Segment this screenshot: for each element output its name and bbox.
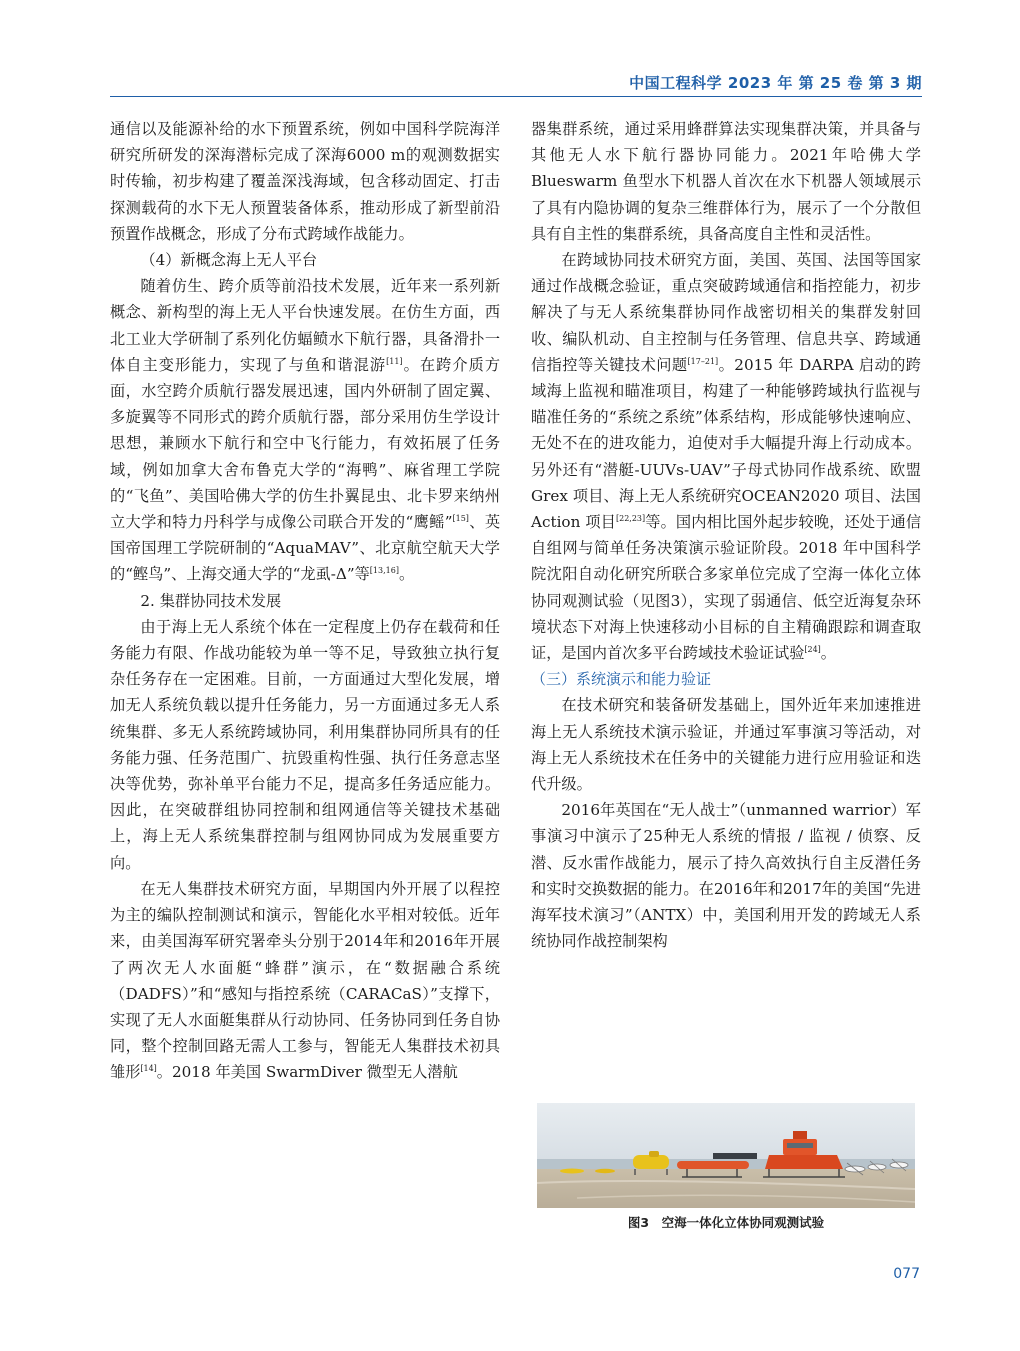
paragraph: 在跨域协同技术研究方面，美国、英国、法国等国家通过作战概念验证，重点突破跨域通信和指控能力，初步解决了与无人系统集群协同作战密切相关的集群发射回收、编队机动、自主控制与任务管理、信息共享、跨域通信指控等关键技术问题[17–21]。2015 年 DARPA 启动的跨域海上监视和瞄准项目，构建了一种能够跨域执行监视与瞄准任务的“系统之系统”体系结构，形成能够快速响应、无处不在的进攻能力，迫使对手大幅提升海上行动成本。另外还有“潜艇-UUVs-UAV”子母式协同作战系统、欧盟 Grex 项目、海上无人系统研究OCEAN2020 项目、法国 Action 项目[22,23]等。国内相比国外起步较晚，还处于通信自组网与简单任务决策演示验证阶段。2018 年中国科学院沈阳自动化研究所联合多家单位完成了空海一体化立体协同观测试验（见图3），实现了弱通信、低空近海复杂环境状态下对海上快速移动小目标的自主精确跟踪和调查取证，是国内首次多平台跨域技术验证试验[24]。: [531, 251, 922, 663]
figure-photo: [537, 1103, 915, 1208]
yellow-uuv: [595, 1169, 615, 1173]
subheading: （4）新概念海上无人平台: [140, 251, 318, 270]
citation: [15]: [452, 513, 469, 523]
orange-uuv: [677, 1161, 749, 1169]
journal-header: 中国工程科学 2023 年 第 25 卷 第 3 期: [629, 74, 922, 92]
paragraph: 随着仿生、跨介质等前沿技术发展，近年来一系列新概念、新构型的海上无人平台快速发展。在仿生方面，西北工业大学研制了系列化仿蝠鲼水下航行器，具备滑扑一体自主变形能力，实现了与鱼和谐混游[11]。在跨介质方面，水空跨介质航行器发展迅速，国内外研制了固定翼、多旋翼等不同形式的跨介质航行器，部分采用仿生学设计思想，兼顾水下航行和空中飞行能力，有效拓展了任务域，例如加拿大舍布鲁克大学的“海鸭”、麻省理工学院的“飞鱼”、美国哈佛大学的仿生扑翼昆虫、北卡罗来纳州立大学和特力丹科学与成像公司联合开发的“鹰鳐”[15]、英国帝国理工学院研制的“AquaMAV”、北京航空航天大学的“鲣鸟”、上海交通大学的“龙虱-Δ”等[13,16]。: [110, 277, 501, 584]
left-column: [110, 116, 500, 1086]
paragraph: 器集群系统，通过采用蜂群算法实现集群决策，并具备与其他无人水下航行器协同能力。2021年哈佛大学 Blueswarm 鱼型水下机器人首次在水下机器人领域展示了具有内隐协调的复杂三维群体行为，展示了一个分散但具有自主性的集群系统，具备高度自主性和灵活性。: [531, 120, 921, 243]
paragraph: 在无人集群技术研究方面，早期国内外开展了以程控为主的编队控制测试和演示，智能化水平相对较低。近年来，由美国海军研究署牵头分别于2014年和2016年开展了两次无人水面艇“蜂群”演示，在“数据融合系统（DADFS）”和“感知与指控系统（CARACaS）”支撑下，实现了无人水面艇集群从行动协同、任务协同到任务自协同，整个控制回路无需人工参与，智能无人集群技术初具雏形[14]。2018 年美国 SwarmDiver 微型无人潜航: [110, 879, 500, 1082]
paragraph: 通信以及能源补给的水下预置系统，例如中国科学院海洋研究所研发的深海潜标完成了深海6000 m的观测数据实时传输，初步构建了覆盖深浅海域，包含移动固定、打击探测载荷的水下无人预置装备体系，推动形成了新型前沿预置作战概念，形成了分布式跨域作战能力。: [110, 120, 500, 243]
subheading: 2. 集群协同技术发展: [140, 591, 282, 610]
citation: [17–21]: [687, 356, 719, 366]
header-rule: [110, 96, 922, 97]
citation: [14]: [140, 1064, 157, 1074]
yellow-submersible: [633, 1155, 669, 1169]
yellow-uuv: [560, 1169, 584, 1174]
paragraph: 2016年英国在“无人战士”（unmanned warrior）军事演习中演示了25种无人系统的情报 / 监视 / 侦察、反潜、反水雷作战能力，展示了持久高效执行自主反潜任务和实时交换数据的能力。在2016年和2017年的美国“先进海军技术演习”（ANTX）中，美国利用开发的跨域无人系统协同作战控制架构: [531, 801, 921, 951]
citation: [24]: [804, 645, 821, 654]
test-photo-illustration: [537, 1103, 915, 1208]
citation: [22,23]: [615, 513, 646, 523]
paragraph: 由于海上无人系统个体在一定程度上仍存在载荷和任务能力有限、作战功能较为单一等不足，导致独立执行复杂任务存在一定困难。目前，一方面通过大型化发展，增加无人系统负载以提升任务能力，另一方面通过多无人系统集群、多无人系统跨域协同，利用集群协同所具有的任务能力强、任务范围广、抗毁重构性强、执行任务意志坚决等优势，弥补单平台能力不足，提高多任务适应能力。因此，在突破群组协同控制和组网通信等关键技术基础上，海上无人系统集群控制与组网协同成为发展重要方向。: [110, 617, 500, 872]
page-number: 077: [893, 1266, 920, 1282]
right-column: [531, 116, 921, 955]
figure-caption: 图3 空海一体化立体协同观测试验: [627, 1215, 825, 1230]
citation: [13,16]: [369, 566, 399, 576]
beach: [537, 1169, 915, 1208]
section-heading: （三）系统演示和能力验证: [531, 670, 712, 689]
orange-usv: [765, 1155, 843, 1169]
citation: [11]: [386, 356, 403, 366]
paragraph: 在技术研究和装备研发基础上，国外近年来加速推进海上无人系统技术演示验证，并通过军事演习等活动，对海上无人系统技术在任务中的关键能力进行应用验证和迭代升级。: [531, 696, 921, 794]
